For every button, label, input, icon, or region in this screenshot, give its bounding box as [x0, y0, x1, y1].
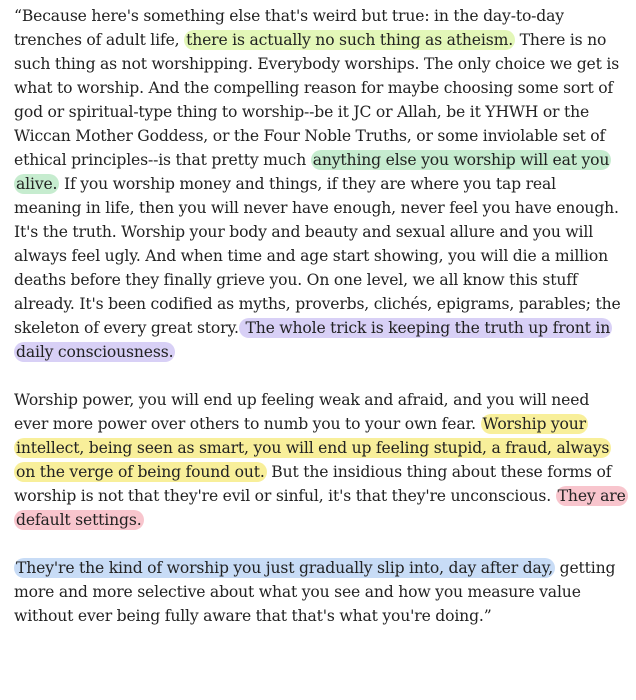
highlight-default-settings: They are default settings. — [16, 487, 626, 529]
highlight-whole-trick: The whole trick is keeping the truth up front in daily consciousness. — [16, 319, 611, 361]
text-span: If you worship money and things, if they are where you tap real meaning in life, then you will never have enough, never feel you have enough. It's the truth. Worship your body and beauty and sexual allure and you will always feel ugly. And when time and age start showing, you will die a million deaths before they finally grieve you. On one level, we all know this stuff already. It's been codified as myths, proverbs, clichés, epigrams, parables; the skeleton of every great story. — [14, 175, 621, 337]
paragraph-1 — [14, 4, 626, 364]
text-span: Worship power, you will end up feeling weak and afraid, and you will need ever more power over others to numb you to your own fear. — [14, 391, 590, 433]
highlight-worship-intellect: Worship your intellect, being seen as smart, you will end up feeling stupid, a fraud, always on the verge of being found out. — [16, 415, 610, 481]
highlight-eat-you-alive: anything else you worship will eat you alive. — [16, 151, 610, 193]
paragraph-2 — [14, 388, 626, 532]
paragraph-3 — [14, 556, 626, 628]
text-span: getting more and more selective about what you see and how you measure value without ever being fully aware that that's what you're doing.” — [14, 559, 616, 625]
text-span: But the insidious thing about these forms of worship is not that they're evil or sinful, it's that they're unconscious. — [14, 463, 612, 505]
quote-document — [14, 4, 626, 628]
highlight-slip-into: They're the kind of worship you just gradually slip into, day after day, — [16, 559, 554, 577]
text-span: There is no such thing as not worshipping. Everybody worships. The only choice we get is what to worship. And the compelling reason for maybe choosing some sort of god or spiritual-type thing to worship--be it JC or Allah, be it YHWH or the Wiccan Mother Goddess, or the Four Noble Truths, or some inviolable set of ethical principles--is that pretty much — [14, 31, 620, 169]
text-span: “Because here's something else that's weird but true: in the day-to-day trenches of adult life, — [14, 7, 564, 49]
highlight-atheism: there is actually no such thing as atheism. — [186, 31, 514, 49]
